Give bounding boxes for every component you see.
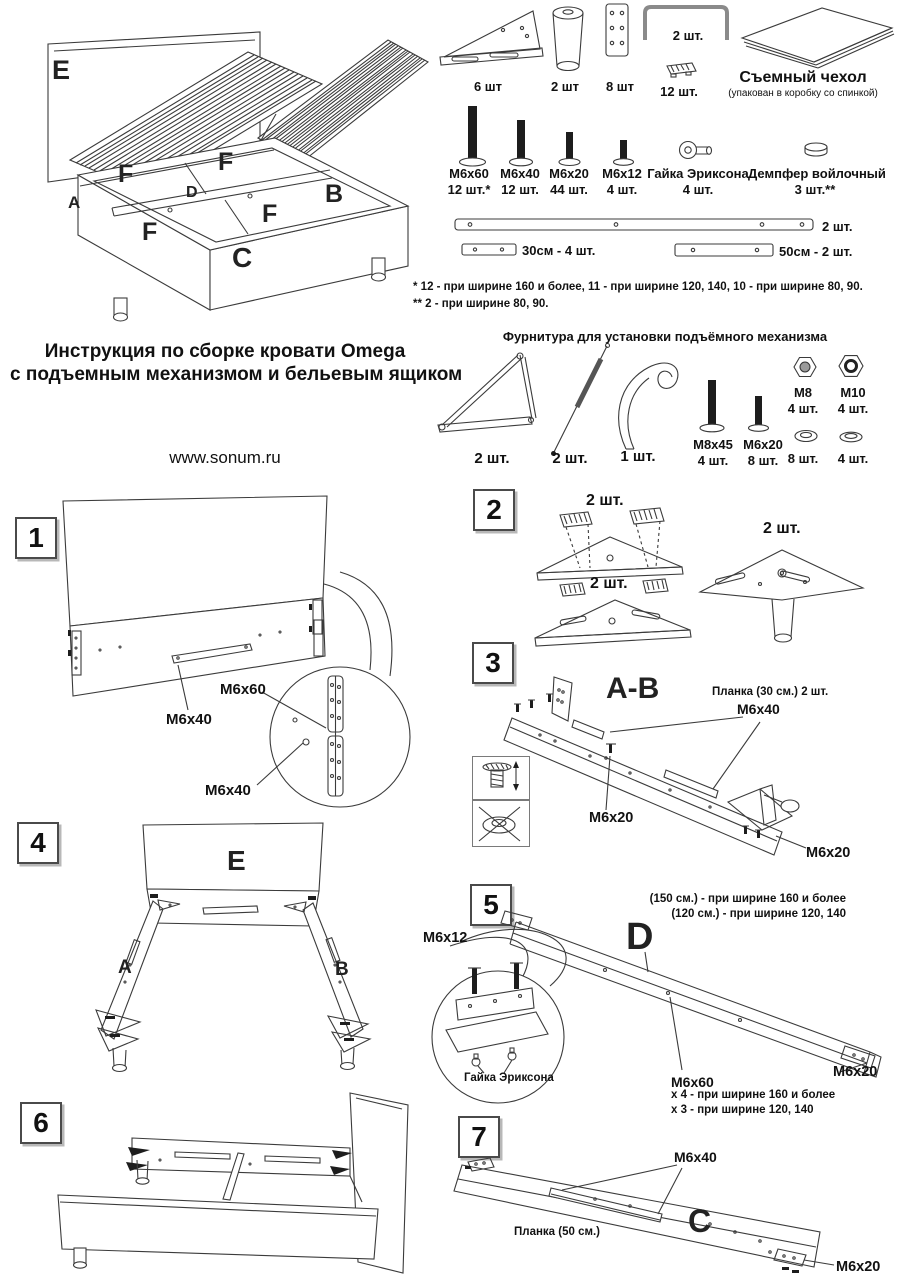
- page-title-line1: Инструкция по сборке кровати Omega: [44, 341, 406, 362]
- website-link: www.sonum.ru: [169, 448, 281, 467]
- plank-30cm-icon: [462, 244, 516, 255]
- pictogram-screw-depth: [472, 756, 530, 800]
- overview-letter-f4: F: [142, 218, 158, 246]
- step-7-number: 7: [458, 1116, 500, 1158]
- leg-icon: [553, 7, 583, 71]
- m8-label: M8: [793, 385, 813, 400]
- step-3-number: 3: [472, 642, 514, 684]
- corner-bracket-icon: [440, 11, 543, 65]
- cover-icon: [742, 8, 894, 68]
- m6x20-mech-qty: 8 шт.: [747, 453, 779, 468]
- cover-note: (упакован в коробку со спинкой): [728, 88, 878, 99]
- bolt-m6x20-mech-icon: [749, 396, 769, 431]
- overview-letter-d: D: [186, 184, 198, 201]
- strap-qty-label: 1 шт.: [620, 448, 656, 465]
- step2-qty-label-1: 2 шт.: [586, 492, 624, 509]
- bolt-m8x45-icon: [700, 380, 724, 432]
- bolt-m6x20-icon: [559, 132, 580, 166]
- step3-m6x20-label-a: M6x20: [589, 810, 634, 826]
- step3-plank-label: Планка (30 см.) 2 шт.: [712, 686, 829, 698]
- step1-m6x40-label-a: M6x40: [166, 711, 212, 728]
- nut-m10-icon: [839, 356, 863, 377]
- cover-title: Съемный чехол: [739, 69, 867, 86]
- nut-m8-icon: [794, 358, 816, 377]
- plank50-label: 50см - 2 шт.: [779, 244, 853, 259]
- overview-letter-f2: F: [218, 148, 234, 176]
- m8x45-qty: 4 шт.: [697, 453, 729, 468]
- step7-plank-label: Планка (50 см.): [514, 1226, 601, 1238]
- step2-drawing: [460, 480, 900, 660]
- erickson-nut-icon: [680, 142, 712, 159]
- step5-letter-d: D: [626, 916, 654, 958]
- overview-letter-a: A: [68, 193, 81, 212]
- overview-letter-f3: F: [262, 200, 278, 228]
- mechanism-title: Фурнитура для установки подъёмного механизма: [502, 329, 828, 344]
- bolt-m6x40-label: M6x40: [500, 166, 540, 181]
- gas-strut-icon: [551, 344, 610, 457]
- washer-m10-icon: [840, 432, 862, 442]
- step3-m6x40-label: M6x40: [737, 701, 780, 717]
- step1-m6x40-label-b: M6x40: [205, 782, 251, 799]
- crossed-nut-icon: [473, 801, 529, 846]
- mounting-plate-icon: [606, 4, 628, 56]
- step7-m6x40-label: M6x40: [674, 1149, 717, 1165]
- pad-qty-label: 12 шт.: [660, 84, 698, 99]
- plank-50cm-icon: [675, 244, 773, 256]
- screw-depth-icon: [473, 757, 529, 799]
- step4-letter-a: A: [118, 957, 132, 978]
- page-title-line2: с подъемным механизмом и бельевым ящиком: [10, 364, 463, 385]
- m10-qty: 4 шт.: [837, 401, 869, 416]
- strap-icon: [619, 363, 678, 449]
- bolt-m6x12-qty: 4 шт.: [606, 182, 638, 197]
- damper-label: Демпфер войлочный: [748, 166, 886, 181]
- step-6-number: 6: [20, 1102, 62, 1144]
- parts-drawing: [430, 0, 900, 320]
- footnote-1: * 12 - при ширине 160 и более, 11 - при ширине 120, 140, 10 - при ширине 80, 90.: [413, 281, 863, 293]
- bolt-m6x40-icon: [510, 120, 533, 166]
- lift-arm-icon: [438, 353, 536, 432]
- bolt-m6x20-qty: 44 шт.: [550, 182, 588, 197]
- bolt-m6x12-label: M6x12: [602, 166, 642, 181]
- step4-drawing: [10, 810, 440, 1110]
- step7-drawing: [430, 1110, 900, 1280]
- plate-qty-label: 8 шт: [605, 79, 635, 94]
- step3-m6x20-label-b: M6x20: [806, 845, 851, 861]
- arm-qty-label: 2 шт.: [474, 450, 510, 467]
- plank30-label: 30см - 4 шт.: [522, 243, 596, 258]
- corner-assembly-top: [537, 508, 683, 580]
- erickson-nut-label: Гайка Эриксона: [647, 166, 749, 181]
- step-2-number: 2: [473, 489, 515, 531]
- step3-ab-label: A-B: [606, 672, 660, 705]
- bracket-qty-label: 6 шт: [473, 79, 503, 94]
- m8-qty: 4 шт.: [787, 401, 819, 416]
- long-plank-icon: [455, 219, 813, 230]
- footnote-2: ** 2 - при ширине 80, 90.: [413, 298, 549, 310]
- pictogram-no-tighten: [472, 800, 530, 847]
- bolt-m6x60-qty: 12 шт.*: [447, 182, 491, 197]
- gas-qty-label: 2 шт.: [552, 450, 588, 467]
- m10-label: M10: [840, 385, 866, 400]
- washer10-qty: 4 шт.: [837, 451, 869, 466]
- m6x20-mech-label: M6x20: [743, 437, 783, 452]
- overview-letter-e: E: [52, 55, 71, 85]
- step-4-number: 4: [17, 822, 59, 864]
- erickson-nut-qty: 4 шт.: [682, 182, 714, 197]
- bolt-m6x60-label: M6x60: [449, 166, 489, 181]
- step1-m6x60-label: M6x60: [220, 681, 266, 698]
- step-1-number: 1: [15, 517, 57, 559]
- washer8-qty: 8 шт.: [787, 451, 819, 466]
- step5-m6x12-label: M6x12: [423, 930, 468, 946]
- step7-letter-c: C: [688, 1203, 712, 1239]
- step5-m6x20-label: M6x20: [833, 1064, 878, 1080]
- step5-width160-note: (150 см.) - при ширине 160 и более: [649, 893, 846, 905]
- step4-letter-e: E: [227, 845, 246, 876]
- step1-drawing: [10, 480, 440, 810]
- long-plank-qty: 2 шт.: [822, 219, 853, 234]
- step2-qty-label-3: 2 шт.: [763, 520, 801, 537]
- step7-m6x20-label: M6x20: [836, 1259, 881, 1275]
- step5-m6x60-label: M6x60: [671, 1074, 714, 1090]
- step2-qty-label-2: 2 шт.: [590, 575, 628, 592]
- overview-letter-c: C: [232, 242, 253, 273]
- handle-qty-label: 2 шт.: [672, 28, 704, 43]
- damper-qty: 3 шт.**: [794, 182, 836, 197]
- step5-erickson-nut-label: Гайка Эриксона: [464, 1072, 554, 1084]
- step5-x3-note: x 3 - при ширине 120, 140: [671, 1104, 814, 1116]
- bolt-m6x60-icon: [460, 106, 486, 166]
- washer-m8-icon: [795, 431, 817, 442]
- corner-assembly-with-leg: [700, 550, 863, 642]
- bolt-m6x20-label: M6x20: [549, 166, 589, 181]
- step4-letter-b: B: [335, 959, 349, 980]
- overview-letter-f1: F: [118, 160, 134, 188]
- felt-pad-icon: [667, 63, 696, 77]
- felt-damper-icon: [805, 143, 827, 156]
- bolt-m6x12-icon: [614, 140, 634, 165]
- m8x45-label: M8x45: [693, 437, 733, 452]
- step-5-number: 5: [470, 884, 512, 926]
- overview-letter-b: B: [325, 180, 344, 208]
- step5-x4-note: x 4 - при ширине 160 и более: [671, 1089, 836, 1101]
- step5-width120-note: (120 см.) - при ширине 120, 140: [671, 908, 846, 920]
- bolt-m6x40-qty: 12 шт.: [501, 182, 539, 197]
- step6-drawing: [10, 1090, 440, 1280]
- leg-qty-label: 2 шт: [550, 79, 580, 94]
